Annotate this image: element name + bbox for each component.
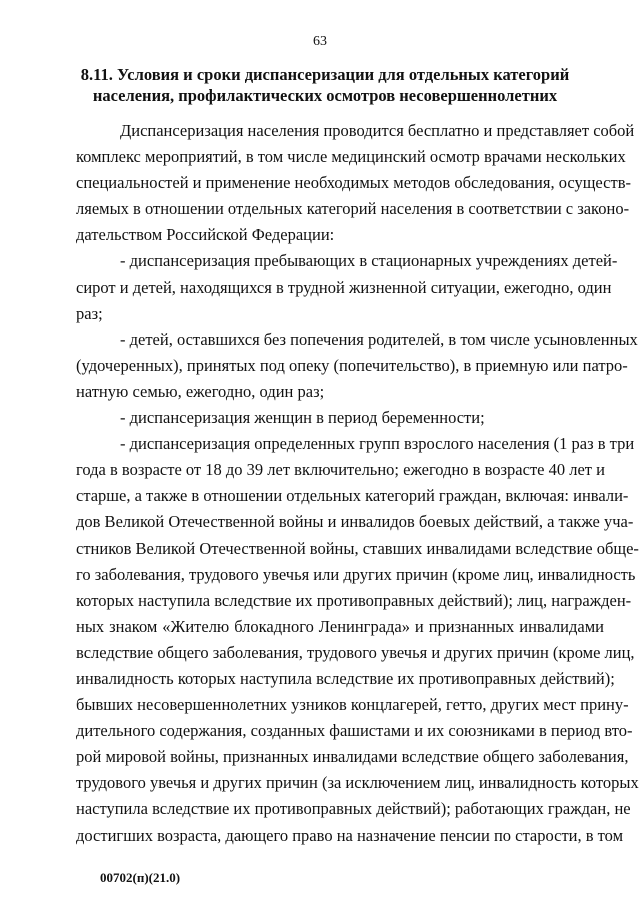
paragraph-line: сирот и детей, находящихся в трудной жизненной ситуации, ежегодно, один <box>76 277 612 297</box>
paragraph-line: специальностей и применение необходимых методов обследования, осуществ- <box>76 173 631 193</box>
paragraph-line: дательством Российской Федерации: <box>76 225 335 245</box>
paragraph-line: - детей, оставшихся без попечения родителей, в том числе усыновленных <box>120 329 638 349</box>
paragraph-line: инвалидность которых наступила вследствие их противоправных действий); <box>76 668 615 688</box>
paragraph-line: - диспансеризация женщин в период беременности; <box>120 408 485 428</box>
paragraph-line: - диспансеризация пребывающих в стационарных учреждениях детей- <box>120 251 618 271</box>
paragraph-line: (удочеренных), принятых под опеку (попечительство), в приемную или патро- <box>76 355 628 375</box>
paragraph-line: Диспансеризация населения проводится бесплатно и представляет собой <box>120 121 635 140</box>
paragraph-line: достигших возраста, дающего право на назначение пенсии по старости, в том <box>76 825 624 845</box>
paragraph-line: наступила вследствие их противоправных действий); работающих граждан, не <box>76 799 631 819</box>
paragraph-line: которых наступила вследствие их противоправных действий); лиц, награжден- <box>76 590 632 610</box>
paragraph-line: дительного содержания, созданных фашистами и их союзниками в период вто- <box>76 721 633 741</box>
section-heading <box>60 64 590 106</box>
paragraph-line: трудового увечья и других причин (за исключением лиц, инвалидность которых <box>76 773 639 793</box>
paragraph-line: стников Великой Отечественной войны, ставших инвалидами вследствие обще- <box>76 538 639 558</box>
section-heading-line: населения, профилактических осмотров несовершеннолетних <box>92 86 558 105</box>
section-heading-line: 8.11. Условия и сроки диспансеризации для отдельных категорий <box>80 65 570 84</box>
footer-code: 00702(п)(21.0) <box>100 870 181 885</box>
paragraph-line: рой мировой войны, признанных инвалидами вследствие общего заболевания, <box>76 747 629 767</box>
paragraph-line: - диспансеризация определенных групп взрослого населения (1 раз в три <box>120 434 635 454</box>
page-number: 63 <box>313 34 327 49</box>
paragraph-line: натную семью, ежегодно, один раз; <box>76 381 325 401</box>
paragraph-line: раз; <box>76 303 103 323</box>
paragraph-line: го заболевания, трудового увечья или других причин (кроме лиц, инвалидность <box>76 564 636 584</box>
paragraph-line: года в возрасте от 18 до 39 лет включительно; ежегодно в возрасте 40 лет и <box>76 460 605 480</box>
paragraph-line: старше, а также в отношении отдельных категорий граждан, включая: инвали- <box>76 486 629 506</box>
paragraph-line: дов Великой Отечественной войны и инвалидов боевых действий, а также уча- <box>76 512 634 532</box>
paragraph-line: комплекс мероприятий, в том числе медицинский осмотр врачами нескольких <box>76 147 626 167</box>
body-text <box>76 118 639 849</box>
paragraph-line: ляемых в отношении отдельных категорий населения в соответствии с законо- <box>76 199 630 219</box>
paragraph-line: ных знаком «Жителю блокадного Ленинграда» и признанных инвалидами <box>76 616 604 636</box>
paragraph-line: бывших несовершеннолетних узников концлагерей, гетто, других мест прину- <box>76 695 629 715</box>
paragraph-line: вследствие общего заболевания, трудового увечья и других причин (кроме лиц, <box>76 642 635 662</box>
